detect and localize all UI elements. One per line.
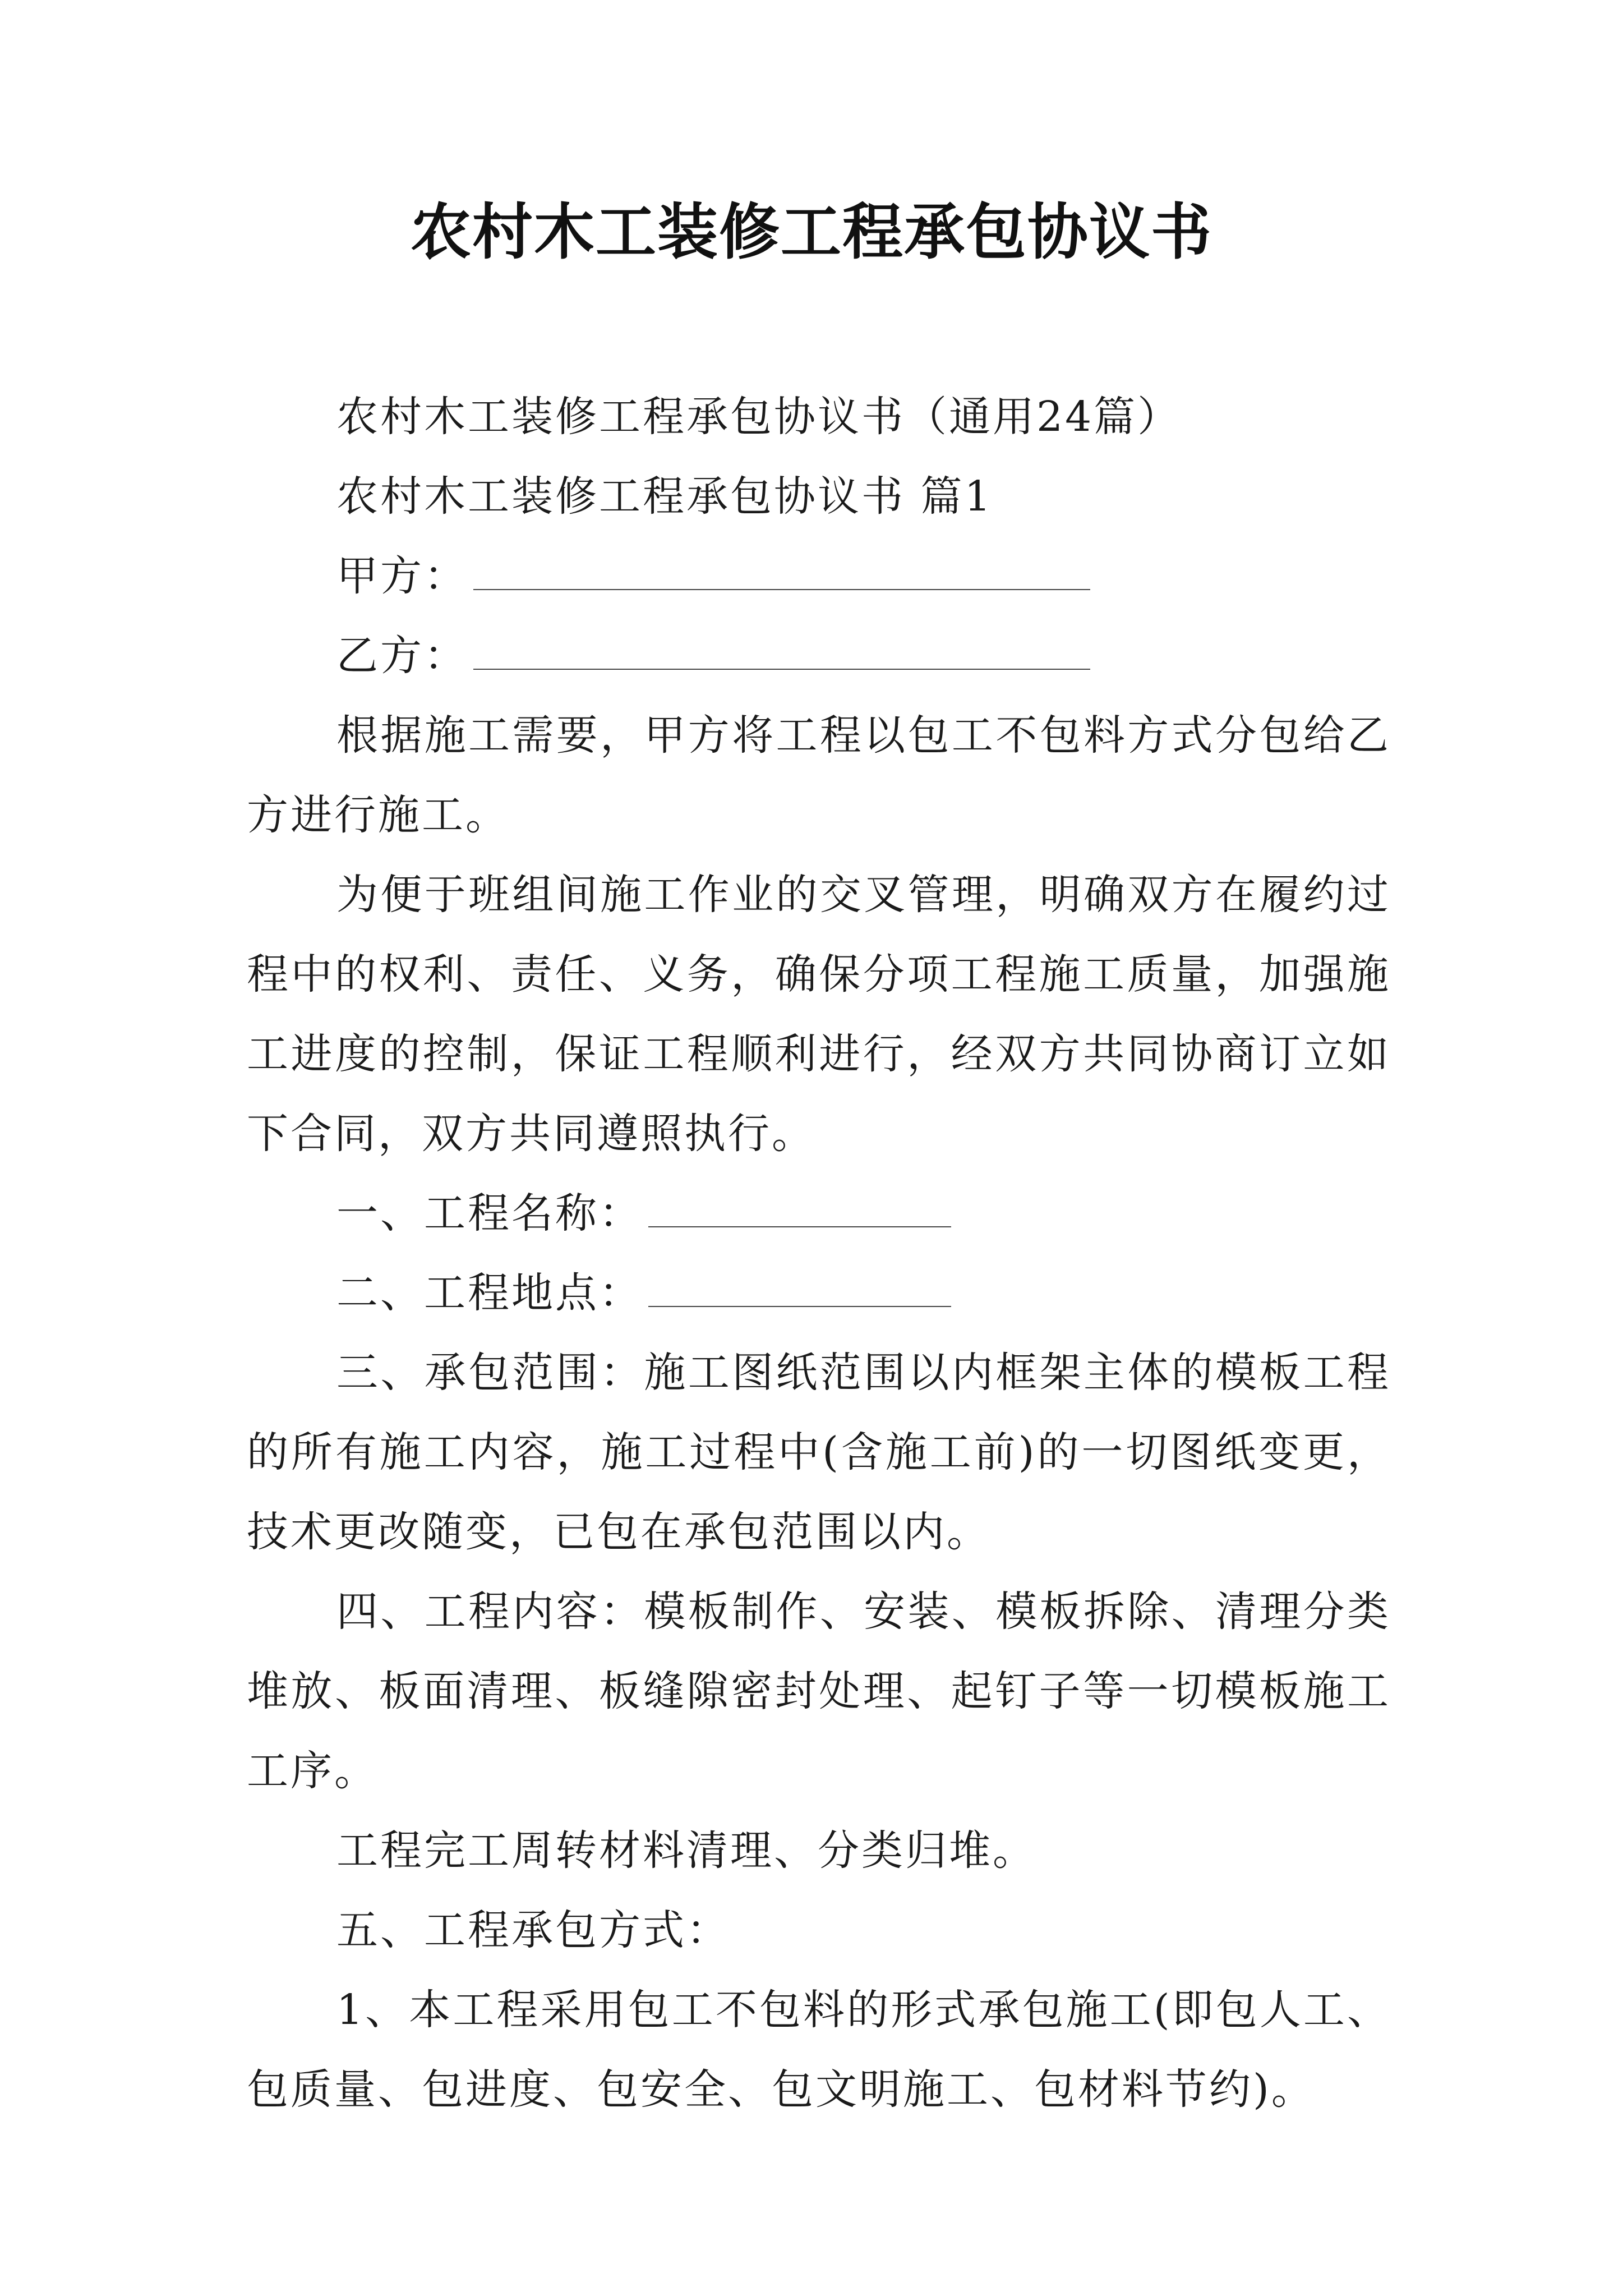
document-title: 农村木工装修工程承包协议书 bbox=[410, 197, 1212, 268]
project-name-field bbox=[247, 1174, 1391, 1253]
party-b-field bbox=[247, 616, 1391, 696]
clause-paragraph: 1、本工程采用包工不包料的形式承包施工(即包人工、包质量、包进度、包安全、包文明施工、包材料节约)。 bbox=[247, 1986, 1391, 2114]
document-subtitle: 农村木工装修工程承包协议书（通用24篇） bbox=[336, 393, 1182, 441]
party-a-field bbox=[247, 536, 1391, 616]
project-location-blank-line bbox=[648, 1306, 951, 1307]
body-paragraph: 为便于班组间施工作业的交叉管理，明确双方在履约过程中的权利、责任、义务，确保分项工程施工质量，加强施工进度的控制，保证工程顺利进行，经双方共同协商订立如下合同，双方共同遵照执行。 bbox=[247, 871, 1391, 1158]
clause-paragraph: 工程完工周转材料清理、分类归堆。 bbox=[336, 1826, 1036, 1875]
project-name-blank-line bbox=[648, 1226, 951, 1227]
party-b-label: 乙方： bbox=[336, 632, 468, 680]
party-a-label: 甲方： bbox=[336, 552, 468, 600]
clause-paragraph: 三、承包范围：施工图纸范围以内框架主体的模板工程的所有施工内容，施工过程中(含施工前)的一切图纸变更，技术更改随变，已包在承包范围以内。 bbox=[247, 1349, 1391, 1556]
clause-paragraph: 四、工程内容：模板制作、安装、模板拆除、清理分类堆放、板面清理、板缝隙密封处理、起钉子等一切模板施工工序。 bbox=[247, 1588, 1391, 1795]
party-a-blank-line bbox=[473, 589, 1090, 590]
party-b-blank-line bbox=[473, 669, 1090, 670]
section-heading: 农村木工装修工程承包协议书 篇1 bbox=[336, 472, 993, 521]
project-location-label: 二、工程地点： bbox=[336, 1269, 643, 1317]
project-location-field bbox=[247, 1253, 1391, 1333]
clause-paragraph: 五、工程承包方式： bbox=[336, 1906, 730, 1954]
document-body bbox=[247, 377, 1391, 2129]
body-paragraph: 根据施工需要，甲方将工程以包工不包料方式分包给乙方进行施工。 bbox=[247, 711, 1391, 839]
project-name-label: 一、工程名称： bbox=[336, 1189, 643, 1237]
